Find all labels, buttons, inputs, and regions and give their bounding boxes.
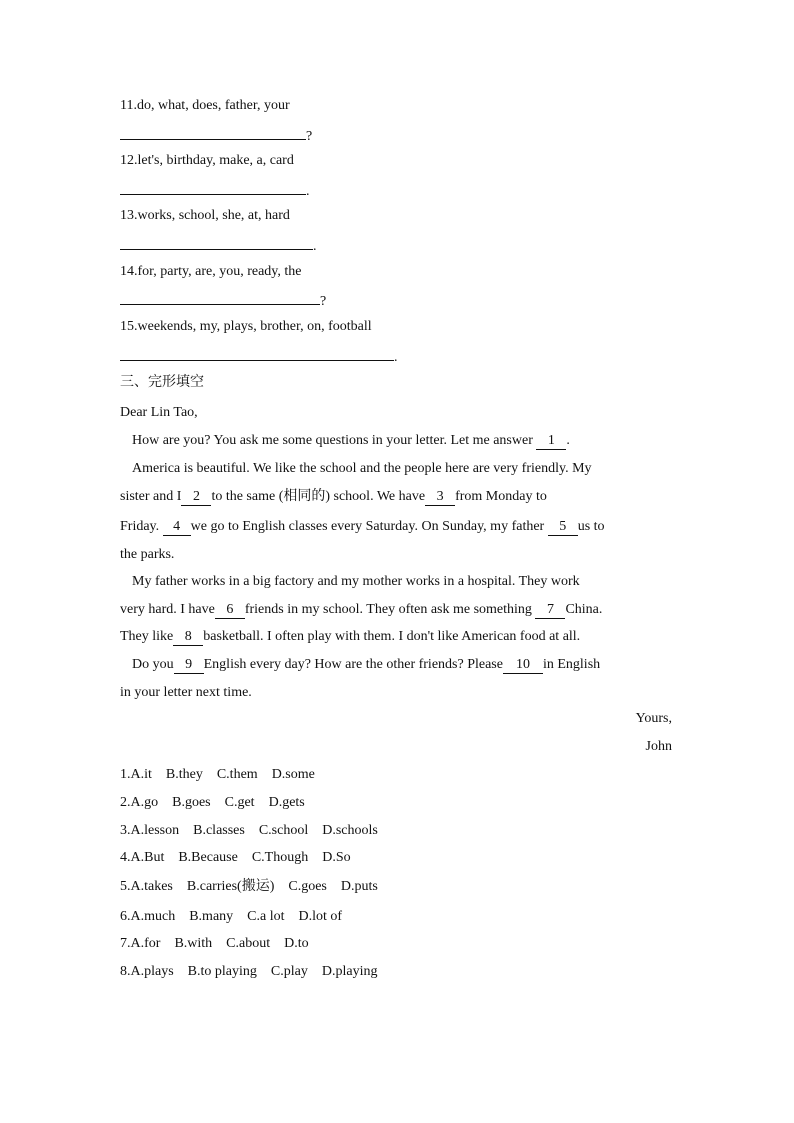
text: . xyxy=(566,433,570,448)
question-11-answer-line xyxy=(120,125,312,146)
option-choice[interactable]: D.schools xyxy=(322,823,378,838)
option-row xyxy=(120,766,329,784)
option-choice[interactable]: C.a lot xyxy=(247,909,285,924)
option-choice[interactable]: B.with xyxy=(174,936,213,951)
option-choice[interactable]: C.school xyxy=(258,823,309,838)
option-choice[interactable]: C.Though xyxy=(251,850,309,865)
option-choice[interactable]: B.Because xyxy=(178,850,238,865)
blank-1[interactable]: 1 xyxy=(536,433,566,450)
letter-line: America is beautiful. We like the school and the people here are very friendly. My xyxy=(132,461,592,476)
question-15-answer-line xyxy=(120,346,398,367)
option-choice[interactable]: 7.A.for xyxy=(120,936,161,951)
option-choice[interactable]: 4.A.But xyxy=(120,850,165,865)
option-choice[interactable]: B.many xyxy=(189,909,234,924)
option-choice[interactable]: 2.A.go xyxy=(120,795,159,810)
option-row xyxy=(120,878,392,896)
answer-blank[interactable] xyxy=(120,180,306,195)
question-13-answer-line xyxy=(120,235,317,256)
option-choice[interactable]: 1.A.it xyxy=(120,767,152,782)
option-choice[interactable]: B.they xyxy=(165,767,203,782)
option-choice[interactable]: C.about xyxy=(226,936,271,951)
option-choice[interactable]: D.lot of xyxy=(298,909,343,924)
text: we go to English classes every Saturday. On Sunday, my father xyxy=(190,519,545,534)
question-12-answer-line xyxy=(120,180,310,201)
answer-blank[interactable] xyxy=(120,235,313,250)
letter-line xyxy=(120,488,547,506)
text: friends in my school. They often ask me something xyxy=(244,602,532,617)
text: in English xyxy=(542,657,601,672)
option-choice[interactable]: B.carries(搬运) xyxy=(186,879,275,894)
letter-line: in your letter next time. xyxy=(120,685,252,700)
option-row xyxy=(120,822,392,840)
end-punctuation: . xyxy=(313,239,317,254)
blank-7[interactable]: 7 xyxy=(535,602,565,619)
option-choice[interactable]: B.goes xyxy=(172,795,211,810)
blank-4[interactable]: 4 xyxy=(163,519,191,536)
text: very hard. I have xyxy=(120,602,215,617)
text: How are you? You ask me some questions in your letter. Let me answer xyxy=(132,433,533,448)
blank-5[interactable]: 5 xyxy=(548,519,578,536)
question-14-prompt: 14.for, party, are, you, ready, the xyxy=(120,264,302,279)
option-choice[interactable]: 3.A.lesson xyxy=(120,823,180,838)
option-choice[interactable]: C.goes xyxy=(288,879,327,894)
question-15-prompt: 15.weekends, my, plays, brother, on, football xyxy=(120,319,372,334)
option-choice[interactable]: D.gets xyxy=(268,795,305,810)
letter-closing: Yours, xyxy=(635,711,672,726)
blank-9[interactable]: 9 xyxy=(174,657,204,674)
answer-blank[interactable] xyxy=(120,125,306,140)
option-choice[interactable]: C.play xyxy=(270,964,308,979)
letter-signature: John xyxy=(645,739,672,754)
text: basketball. I often play with them. I don't like American food at all. xyxy=(203,629,581,644)
letter-line xyxy=(120,628,580,646)
letter-greeting: Dear Lin Tao, xyxy=(120,405,198,420)
blank-8[interactable]: 8 xyxy=(173,629,203,646)
option-choice[interactable]: 8.A.plays xyxy=(120,964,174,979)
option-choice[interactable]: D.So xyxy=(322,850,351,865)
text: Friday. xyxy=(120,519,160,534)
text: us to xyxy=(577,519,605,534)
option-choice[interactable]: 5.A.takes xyxy=(120,879,173,894)
letter-line: My father works in a big factory and my mother works in a hospital. They work xyxy=(132,574,580,589)
option-row xyxy=(120,935,323,953)
end-punctuation: . xyxy=(394,350,398,365)
text: to the same (相同的) school. We have xyxy=(211,489,426,504)
question-12-prompt: 12.let's, birthday, make, a, card xyxy=(120,153,294,168)
question-11-prompt: 11.do, what, does, father, your xyxy=(120,98,290,113)
option-choice[interactable]: 6.A.much xyxy=(120,909,176,924)
end-punctuation: . xyxy=(306,184,310,199)
question-13-prompt: 13.works, school, she, at, hard xyxy=(120,208,290,223)
option-choice[interactable]: C.them xyxy=(216,767,258,782)
text: sister and I xyxy=(120,489,182,504)
text: English every day? How are the other friends? Please xyxy=(203,657,503,672)
text: China. xyxy=(565,602,603,617)
option-row xyxy=(120,963,391,981)
option-choice[interactable]: D.some xyxy=(271,767,315,782)
letter-line xyxy=(132,432,570,450)
end-punctuation: ? xyxy=(320,294,327,309)
question-14-answer-line xyxy=(120,290,326,311)
text: from Monday to xyxy=(455,489,547,504)
option-row xyxy=(120,794,319,812)
option-choice[interactable]: D.to xyxy=(284,936,309,951)
blank-3[interactable]: 3 xyxy=(425,489,455,506)
blank-10[interactable]: 10 xyxy=(503,657,543,674)
text: Do you xyxy=(132,657,174,672)
letter-line xyxy=(120,518,605,536)
blank-6[interactable]: 6 xyxy=(215,602,245,619)
letter-line xyxy=(132,656,600,674)
answer-blank[interactable] xyxy=(120,290,320,305)
section-title: 三、完形填空 xyxy=(120,374,204,390)
letter-line: the parks. xyxy=(120,547,175,562)
letter-line xyxy=(120,601,602,619)
blank-2[interactable]: 2 xyxy=(181,489,211,506)
option-choice[interactable]: B.classes xyxy=(193,823,245,838)
answer-blank[interactable] xyxy=(120,346,394,361)
option-row xyxy=(120,908,356,926)
end-punctuation: ? xyxy=(306,129,313,144)
option-choice[interactable]: D.playing xyxy=(321,964,378,979)
option-choice[interactable]: D.puts xyxy=(340,879,378,894)
option-choice[interactable]: C.get xyxy=(224,795,255,810)
option-row xyxy=(120,849,365,867)
option-choice[interactable]: B.to playing xyxy=(187,964,257,979)
text: They like xyxy=(120,629,174,644)
